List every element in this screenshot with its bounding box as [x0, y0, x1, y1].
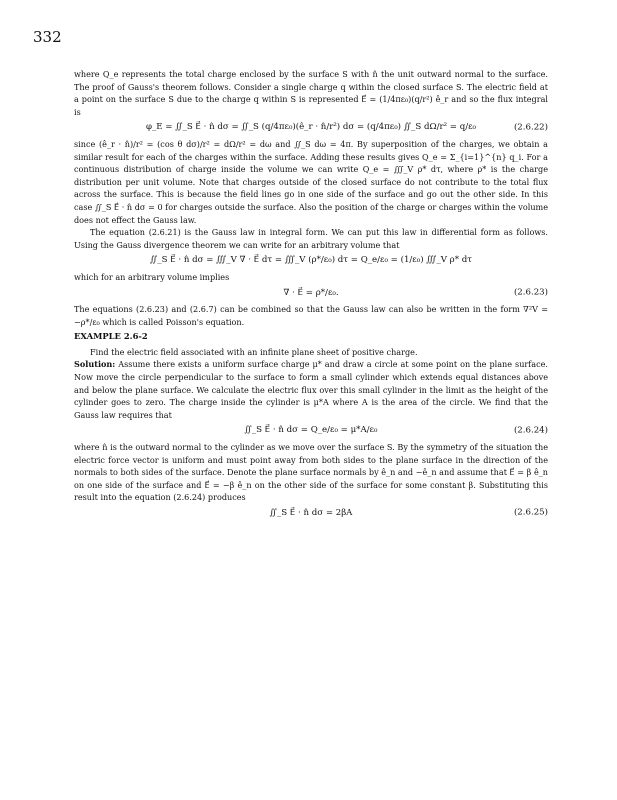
- equation-divergence: [74, 254, 548, 267]
- equation-body: ∬_S E⃗ · n̂ dσ = 2βA: [269, 508, 353, 518]
- solution-paragraph: [74, 358, 548, 421]
- paragraph-intro: where Q_e represents the total charge enclosed by the surface S with n̂ the unit outward normal to the surface. The proof of Gauss's theorem follows. Consider a single charge q within the closed surface S. The electric field at a point on the surface S due to the charge q within S is represented E⃗ = (1/4πε₀)(q/r²) ê_r and so the flux integral is: [74, 69, 548, 117]
- paragraph-symmetry: where n̂ is the outward normal to the cylinder as we move over the surface S. By the symmetry of the situation the electric force vector is uniform and must point away from both sides to the plane surface in the direction of the normals to both sides of the surface. Denote the plane surface normals by ê_n and −ê_n and assume that E⃗ = β ê_n on one side of the surface and E⃗ = −β ê_n on the other side of the surface for some constant β. Substituting this result into the equation (2.6.24) produces: [74, 442, 548, 503]
- equation-2-6-24: [74, 424, 548, 437]
- equation-body: ∬_S E⃗ · n̂ dσ = Q_e/ε₀ = μ*A/ε₀: [244, 425, 378, 436]
- equation-number: (2.6.22): [513, 122, 548, 133]
- example-statement: Find the electric field associated with an infinite plane sheet of positive charge.: [90, 346, 418, 357]
- equation-2-6-22: [74, 121, 548, 134]
- example-heading: EXAMPLE 2.6-2: [74, 331, 148, 342]
- equation-2-6-25: [74, 507, 548, 520]
- page-body: [74, 68, 548, 524]
- page-number: 332: [33, 28, 62, 46]
- equation-2-6-23: [74, 287, 548, 300]
- equation-number: (2.6.25): [513, 508, 548, 518]
- solution-label: Solution:: [74, 359, 116, 370]
- equation-body: ∇ · E⃗ = ρ*/ε₀.: [283, 287, 339, 298]
- paragraph-differential-form: The equation (2.6.21) is the Gauss law in integral form. We can put this law in differential form as follows. Using the Gauss divergence theorem we can write for an arbitrary volume that: [74, 227, 548, 250]
- equation-number: (2.6.24): [513, 425, 548, 436]
- paragraph-poisson: The equations (2.6.23) and (2.6.7) can be combined so that the Gauss law can also be written in the form ∇²V = −ρ*/ε₀ which is called Poisson's equation.: [74, 304, 548, 327]
- paragraph-superposition: since (ê_r · n̂)/r² = (cos θ dσ)/r² = dΩ/r² = dω and ∬_S dω = 4π. By superposition of the charges, we obtain a similar result for each of the charges within the surface. Adding these results gives Q_e = Σ_{i=1}^{n} q_i. For a continuous distribution of charge inside the volume we can write Q_e = ∭_V ρ* dτ, where ρ* is the charge distribution per unit volume. Note that charges outside of the closed surface do not contribute to the total flux across the surface. This is because the field lines go in one side of the surface and go out the other side. In this case ∬_S E⃗ · n̂ dσ = 0 for charges outside the surface. Also the position of the charge or charges within the volume does not effect the Gauss law.: [74, 138, 548, 225]
- equation-body: ∬_S E⃗ · n̂ dσ = ∭_V ∇ · E⃗ dτ = ∭_V (ρ*/ε₀) dτ = Q_e/ε₀ = (1/ε₀) ∭_V ρ* dτ: [149, 255, 473, 266]
- paragraph-implies: which for an arbitrary volume implies: [74, 271, 230, 282]
- equation-number: (2.6.23): [513, 287, 548, 298]
- solution-text: Assume there exists a uniform surface charge μ* and draw a circle at some point on the plane surface. Now move the circle perpendicular to the surface to form a small cylinder which extends equal distances above and below the plane surface. We calculate the electric flux over this small cylinder in the limit as the height of the cylinder goes to zero. The charge inside the cylinder is μ*A where A is the area of the circle. We find that the Gauss law requires that: [74, 359, 548, 420]
- equation-body: φ_E = ∬_S E⃗ · n̂ dσ = ∬_S (q/4πε₀)(ê_r · n̂/r²) dσ = (q/4πε₀) ∬_S dΩ/r² = q/ε₀: [145, 122, 476, 133]
